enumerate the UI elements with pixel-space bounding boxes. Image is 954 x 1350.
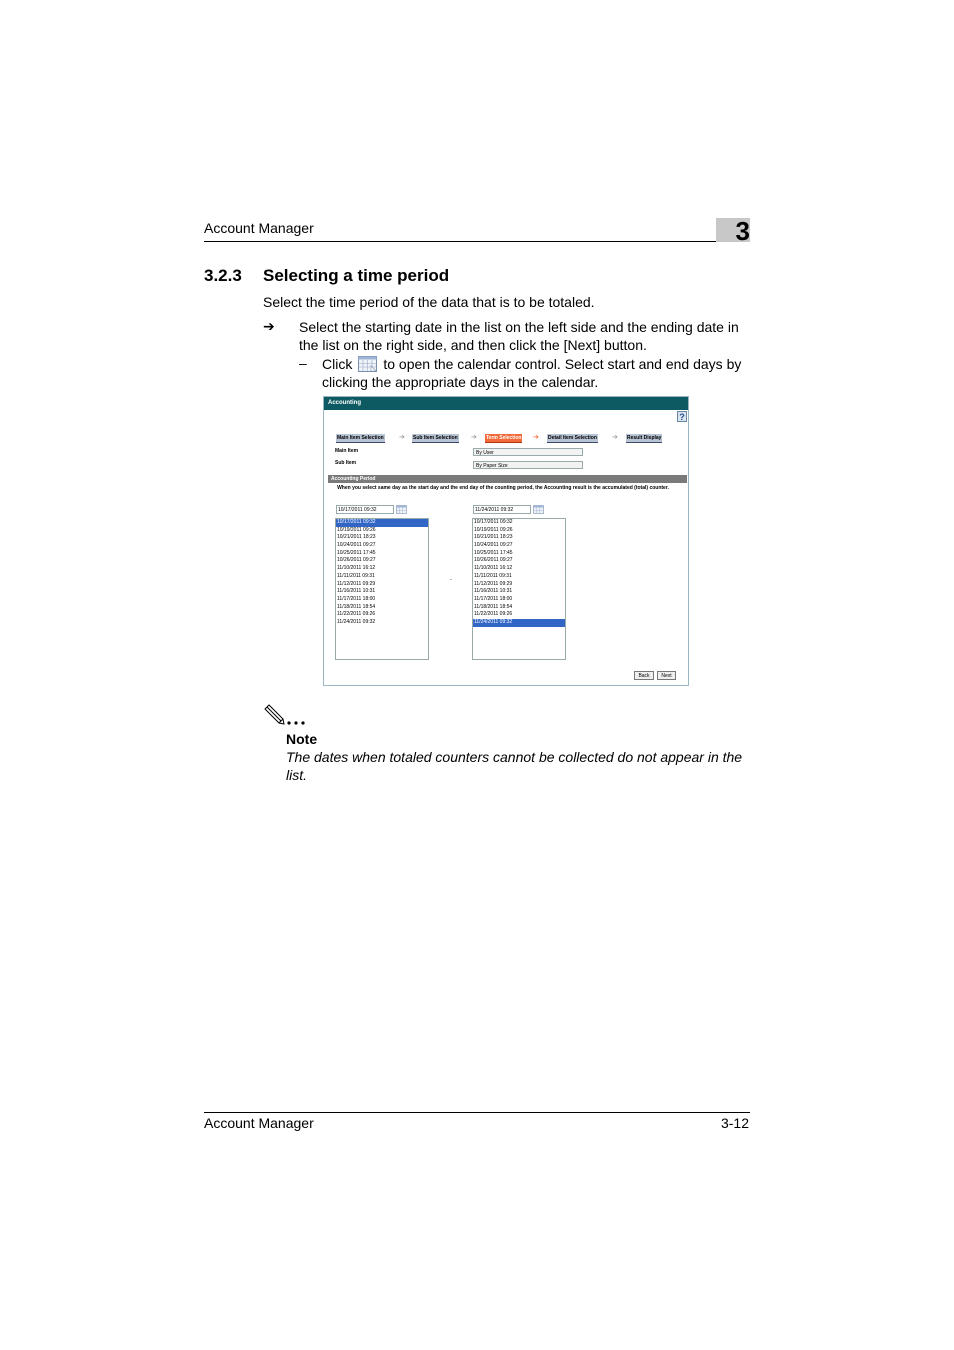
note-title: Note (286, 731, 318, 747)
step-arrow-icon: ➔ (263, 318, 275, 334)
sub-step-before: Click (322, 356, 353, 372)
date-list-item[interactable]: 10/24/2011 09:27 (337, 542, 376, 549)
date-list-item[interactable]: 10/17/2011 09:32 (336, 519, 428, 527)
calendar-icon (358, 356, 377, 372)
date-list-item[interactable]: 11/12/2011 09:29 (337, 580, 376, 587)
pencil-note-icon (263, 703, 311, 727)
end-calendar-icon[interactable] (533, 505, 544, 514)
crumb-detail-item[interactable]: Detail Item Selection (548, 435, 597, 441)
date-list-item[interactable]: 10/21/2011 18:23 (337, 534, 376, 541)
step-text: Select the starting date in the list on the left side and the ending date in the list on the right side, and then click the [Next] button. (299, 319, 739, 353)
footer-title: Account Manager (204, 1115, 314, 1131)
header-title: Account Manager (204, 220, 314, 236)
note-text: The dates when totaled counters cannot be collected do not appear in the list. (286, 749, 743, 783)
sub-step-text (322, 355, 752, 391)
date-list-item[interactable]: 10/17/2011 09:32 (474, 519, 513, 525)
main-item-label: Main Item (335, 448, 359, 454)
date-list-item[interactable]: 11/18/2011 18:54 (337, 603, 376, 610)
list-separator: - (450, 577, 452, 583)
sub-step-after: to open the calendar control. Select start and end days by clicking the appropriate days in the calendar. (322, 356, 742, 390)
date-list-item[interactable]: 11/18/2011 18:54 (474, 603, 513, 610)
crumb-sub-item[interactable]: Sub Item Selection (413, 435, 458, 441)
section-number: 3.2.3 (204, 266, 242, 285)
crumb-main-item[interactable]: Main Item Selection (337, 435, 384, 441)
next-button[interactable]: Next (657, 671, 676, 680)
main-item-field: By User (473, 448, 583, 456)
date-list-item[interactable]: 11/17/2011 18:00 (337, 595, 376, 602)
section-title: Selecting a time period (263, 266, 450, 285)
accounting-titlebar: Accounting (324, 397, 688, 410)
date-list-item[interactable]: 11/24/2011 09:32 (337, 618, 376, 625)
date-list-item[interactable]: 10/25/2011 17:45 (337, 549, 376, 556)
date-list-item[interactable]: 11/24/2011 09:32 (473, 619, 565, 627)
date-list-item[interactable]: 11/10/2011 16:12 (337, 565, 376, 572)
date-list-item[interactable]: 10/19/2011 09:26 (337, 526, 376, 533)
date-list-item[interactable]: 11/17/2011 18:00 (474, 595, 513, 602)
date-list-item[interactable]: 10/26/2011 09:27 (474, 557, 513, 564)
date-list-item[interactable]: 10/26/2011 09:27 (337, 557, 376, 564)
help-button[interactable]: ? (677, 411, 687, 422)
footer-rule (204, 1112, 750, 1113)
date-list-item[interactable]: 11/22/2011 09:26 (474, 611, 513, 618)
crumb-arrow-icon: ➔ (471, 434, 477, 441)
crumb-arrow-icon: ➔ (533, 434, 539, 441)
crumb-result[interactable]: Result Display (627, 435, 662, 441)
crumb-term[interactable]: Term Selection (486, 435, 522, 441)
sub-item-label: Sub Item (335, 460, 357, 466)
date-list-item[interactable]: 11/10/2011 16:12 (474, 565, 513, 572)
date-list-item[interactable]: 10/21/2011 18:23 (474, 534, 513, 541)
date-list-item[interactable]: 11/22/2011 09:26 (337, 611, 376, 618)
end-date-list[interactable] (472, 518, 566, 660)
date-list-item[interactable]: 11/16/2011 10:31 (337, 588, 376, 595)
end-date-input[interactable]: 11/24/2011 09:32 (473, 505, 531, 514)
back-button[interactable]: Back (634, 671, 654, 680)
start-calendar-icon[interactable] (396, 505, 407, 514)
date-list-item[interactable]: 10/24/2011 09:27 (474, 542, 513, 549)
start-date-list[interactable] (335, 518, 429, 660)
date-list-item[interactable]: 11/16/2011 10:31 (474, 588, 513, 595)
start-date-input[interactable]: 10/17/2011 09:32 (336, 505, 394, 514)
sub-step-dash: – (299, 355, 307, 371)
accounting-screenshot (323, 396, 689, 686)
header-rule (204, 241, 750, 242)
accounting-period-bar: Accounting Period (328, 475, 687, 483)
page-number: 3-12 (720, 1115, 749, 1131)
date-list-item[interactable]: 11/12/2011 09:29 (474, 580, 513, 587)
section-intro: Select the time period of the data that is to be totaled. (263, 294, 595, 310)
date-list-item[interactable]: 10/19/2011 09:26 (474, 526, 513, 533)
date-list-item[interactable]: 11/11/2011 09:31 (337, 572, 375, 579)
date-list-item[interactable]: 11/11/2011 09:31 (474, 572, 512, 579)
sub-item-field: By Paper Size (473, 461, 583, 469)
crumb-arrow-icon: ➔ (399, 434, 405, 441)
chapter-number: 3 (735, 216, 750, 246)
accounting-period-message: When you select same day as the start day and the end day of the counting period, the Accounting result is the accumulated (total) counter. (337, 485, 669, 491)
date-list-item[interactable]: 10/25/2011 17:45 (474, 549, 513, 556)
crumb-arrow-icon: ➔ (612, 434, 618, 441)
